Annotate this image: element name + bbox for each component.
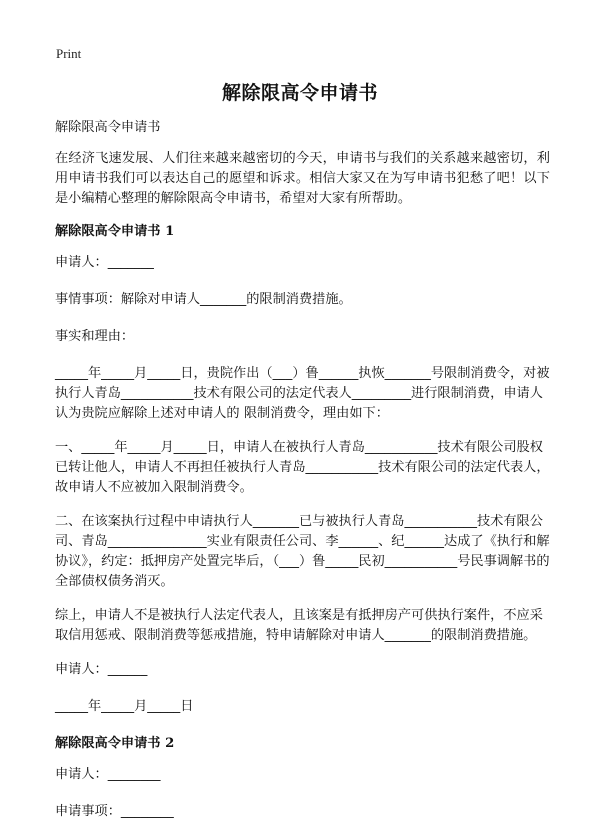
section-1-matter: 事情事项：解除对申请人_______的限制消费措施。 [55, 292, 352, 307]
section-1-applicant: 申请人：_______ [55, 255, 154, 270]
section-2-matter: 申请事项：________ [55, 804, 174, 819]
section-1-signature: 申请人：______ [55, 662, 148, 677]
section-1-heading: 解除限高令申请书 1 [55, 224, 175, 239]
section-1-paragraph-1: _____年_____月_____日，贵院作出（___）鲁______执恢_______号限制消费令，对被执行人青岛___________技术有限公司的法定代表人_________进行限制消费，申请人认为贵院应解除上述对申请人的 限制消费令，理由如下： [55, 366, 550, 421]
section-2-applicant: 申请人：________ [55, 767, 161, 782]
section-1-paragraph-4: 综上，申请人不是被执行人法定代表人，且该案是有抵押房产可供执行案件，不应采取信用惩戒、限制消费等惩戒措施，特申请解除对申请人_______的限制消费措施。 [55, 608, 543, 643]
document-title: 解除限高令申请书 [221, 82, 378, 104]
section-1-paragraph-3: 二、在该案执行过程中申请执行人_______已与被执行人青岛___________技术有限公司、青岛_______________实业有限责任公司、李______、纪______达成了《执行和解协议》，约定：抵押房产处置完毕后，（___）鲁_____民初___________号民事调解书的全部债权债务消灭。 [55, 514, 550, 589]
section-1-date: _____年_____月_____日 [55, 699, 194, 714]
section-2-heading: 解除限高令申请书 2 [55, 736, 175, 751]
section-1-facts-label: 事实和理由： [55, 329, 135, 344]
document-body [55, 118, 550, 839]
section-1-paragraph-2: 一、_____年_____月_____日，申请人在被执行人青岛___________技术有限公司股权已转让他人，申请人不再担任被执行人青岛___________技术有限公司的法定代表人，故申请人不应被加入限制消费令。 [55, 440, 550, 495]
document-subtitle: 解除限高令申请书 [55, 120, 161, 135]
intro-paragraph: 在经济飞速发展、人们往来越来越密切的今天，申请书与我们的关系越来越密切，利用申请书我们可以表达自己的愿望和诉求。相信大家又在为写申请书犯愁了吧！以下是小编精心整理的解除限高令申请书，希望对大家有所帮助。 [55, 151, 550, 206]
print-link[interactable]: Print [56, 46, 82, 61]
